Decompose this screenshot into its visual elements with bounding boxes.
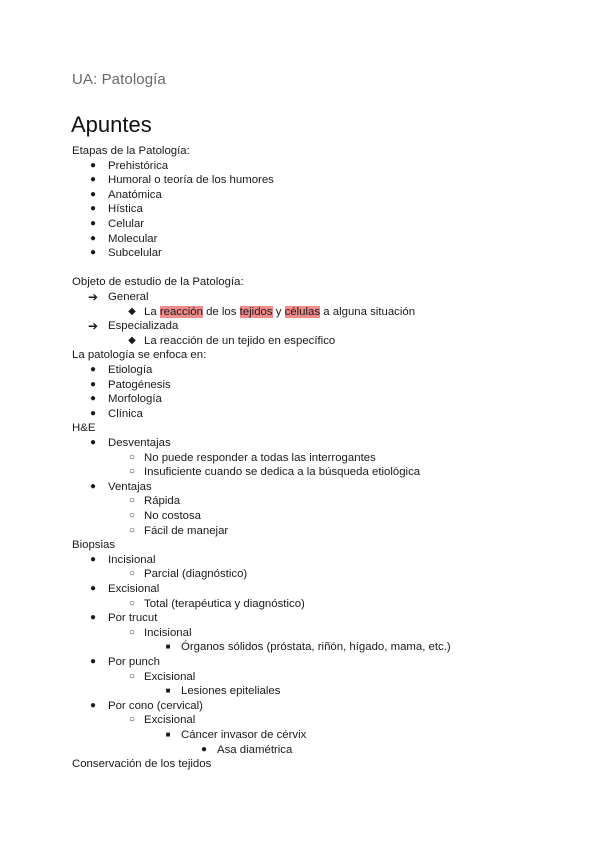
bullet-disc-icon: ● <box>89 159 97 171</box>
section-heading-objeto: Objeto de estudio de la Patología: <box>72 276 244 289</box>
text-segment: de los <box>202 305 240 318</box>
bullet-disc-icon: ● <box>89 174 97 186</box>
bullet-disc-icon: ● <box>89 553 97 565</box>
list-item: Molecular <box>108 232 158 245</box>
bullet-disc-icon: ● <box>89 393 97 405</box>
bullet-disc-icon: ● <box>89 232 97 244</box>
highlight-celulas: células <box>284 305 321 318</box>
bullet-disc-icon: ● <box>89 612 97 624</box>
list-item: Morfología <box>108 393 162 406</box>
diamond-bullet-icon: ◆ <box>128 334 136 346</box>
arrow-right-icon: ➔ <box>87 290 99 304</box>
bullet-square-icon: ■ <box>165 642 171 652</box>
text-segment: a alguna situación <box>320 305 416 318</box>
section-heading-etapas: Etapas de la Patología: <box>72 145 190 157</box>
diamond-bullet-icon: ◆ <box>128 305 136 317</box>
bullet-circle-icon: ○ <box>128 597 136 609</box>
bullet-square-icon: ■ <box>165 686 171 696</box>
section-heading-he: H&E <box>72 422 96 435</box>
list-item: La reacción de un tejido en específico <box>144 334 336 347</box>
bullet-disc-icon: ● <box>89 583 97 594</box>
list-item: Parcial (diagnóstico) <box>144 568 248 581</box>
list-item: Por trucut <box>108 612 158 625</box>
list-item: Total (terapéutica y diagnóstico) <box>144 597 305 610</box>
list-item: Subcelular <box>108 247 162 260</box>
page-title: Apuntes <box>71 112 152 137</box>
section-heading-enfoca: La patología se enfoca en: <box>72 349 207 362</box>
list-item-highlighted <box>144 305 415 320</box>
bullet-disc-icon: ● <box>89 480 97 492</box>
list-item: Celular <box>108 218 145 230</box>
bullet-disc-icon: ● <box>89 437 97 448</box>
bullet-disc-icon: ● <box>200 743 208 755</box>
course-subtitle: UA: Patología <box>72 71 166 88</box>
list-item: Insuficiente cuando se dedica a la búsqueda etiológica <box>144 466 421 479</box>
bullet-disc-icon: ● <box>89 699 97 711</box>
bullet-circle-icon: ○ <box>128 714 136 726</box>
list-item: Clínica <box>108 407 143 420</box>
bullet-disc-icon: ● <box>89 378 97 390</box>
list-item: Desventajas <box>108 437 171 449</box>
bullet-disc-icon: ● <box>89 407 97 419</box>
text-segment: La <box>144 305 160 318</box>
list-item: No costosa <box>144 510 201 522</box>
bullet-circle-icon: ○ <box>128 626 136 638</box>
list-item: Incisional <box>144 626 192 639</box>
arrow-right-icon: ➔ <box>87 319 99 334</box>
list-item: Incisional <box>108 553 156 566</box>
list-item: Prehistórica <box>108 159 169 172</box>
list-item: Ventajas <box>108 480 152 493</box>
list-item: Etiología <box>108 364 153 376</box>
list-item: Por cono (cervical) <box>108 699 203 712</box>
bullet-disc-icon: ● <box>89 656 97 667</box>
bullet-circle-icon: ○ <box>128 495 136 507</box>
bullet-circle-icon: ○ <box>128 524 136 536</box>
bullet-disc-icon: ● <box>89 188 97 200</box>
list-item: Excisional <box>144 714 196 727</box>
list-item: Fácil de manejar <box>144 524 229 537</box>
section-heading-biopsias: Biopsias <box>72 539 116 552</box>
bullet-circle-icon: ○ <box>128 510 136 521</box>
highlight-tejidos: tejidos <box>239 305 273 318</box>
list-item: Especializada <box>108 320 179 333</box>
bullet-disc-icon: ● <box>89 203 97 215</box>
list-item: Cáncer invasor de cérvix <box>181 729 307 741</box>
list-item: No puede responder a todas las interrogantes <box>144 451 376 464</box>
section-heading-conservacion: Conservación de los tejidos <box>72 758 212 771</box>
list-item: General <box>108 291 149 303</box>
list-item: Por punch <box>108 656 160 668</box>
text-segment: y <box>272 305 285 318</box>
list-item: Hística <box>108 203 143 216</box>
bullet-disc-icon: ● <box>89 218 97 229</box>
list-item: Excisional <box>108 583 160 595</box>
list-item: Excisional <box>144 670 196 683</box>
bullet-square-icon: ■ <box>165 730 171 739</box>
list-item: Patogénesis <box>108 378 171 391</box>
highlight-reaccion: reacción <box>159 305 203 318</box>
list-item: Lesiones epiteliales <box>181 685 281 698</box>
bullet-circle-icon: ○ <box>128 466 136 478</box>
bullet-circle-icon: ○ <box>128 670 136 682</box>
bullet-circle-icon: ○ <box>128 568 136 580</box>
list-item: Asa diamétrica <box>217 743 293 756</box>
list-item: Órganos sólidos (próstata, riñón, hígado, mama, etc.) <box>181 641 451 654</box>
list-item: Rápida <box>144 495 181 508</box>
list-item: Humoral o teoría de los humores <box>108 174 274 187</box>
bullet-circle-icon: ○ <box>128 451 136 463</box>
list-item: Anatómica <box>108 188 162 201</box>
bullet-disc-icon: ● <box>89 247 97 259</box>
bullet-disc-icon: ● <box>89 364 97 375</box>
